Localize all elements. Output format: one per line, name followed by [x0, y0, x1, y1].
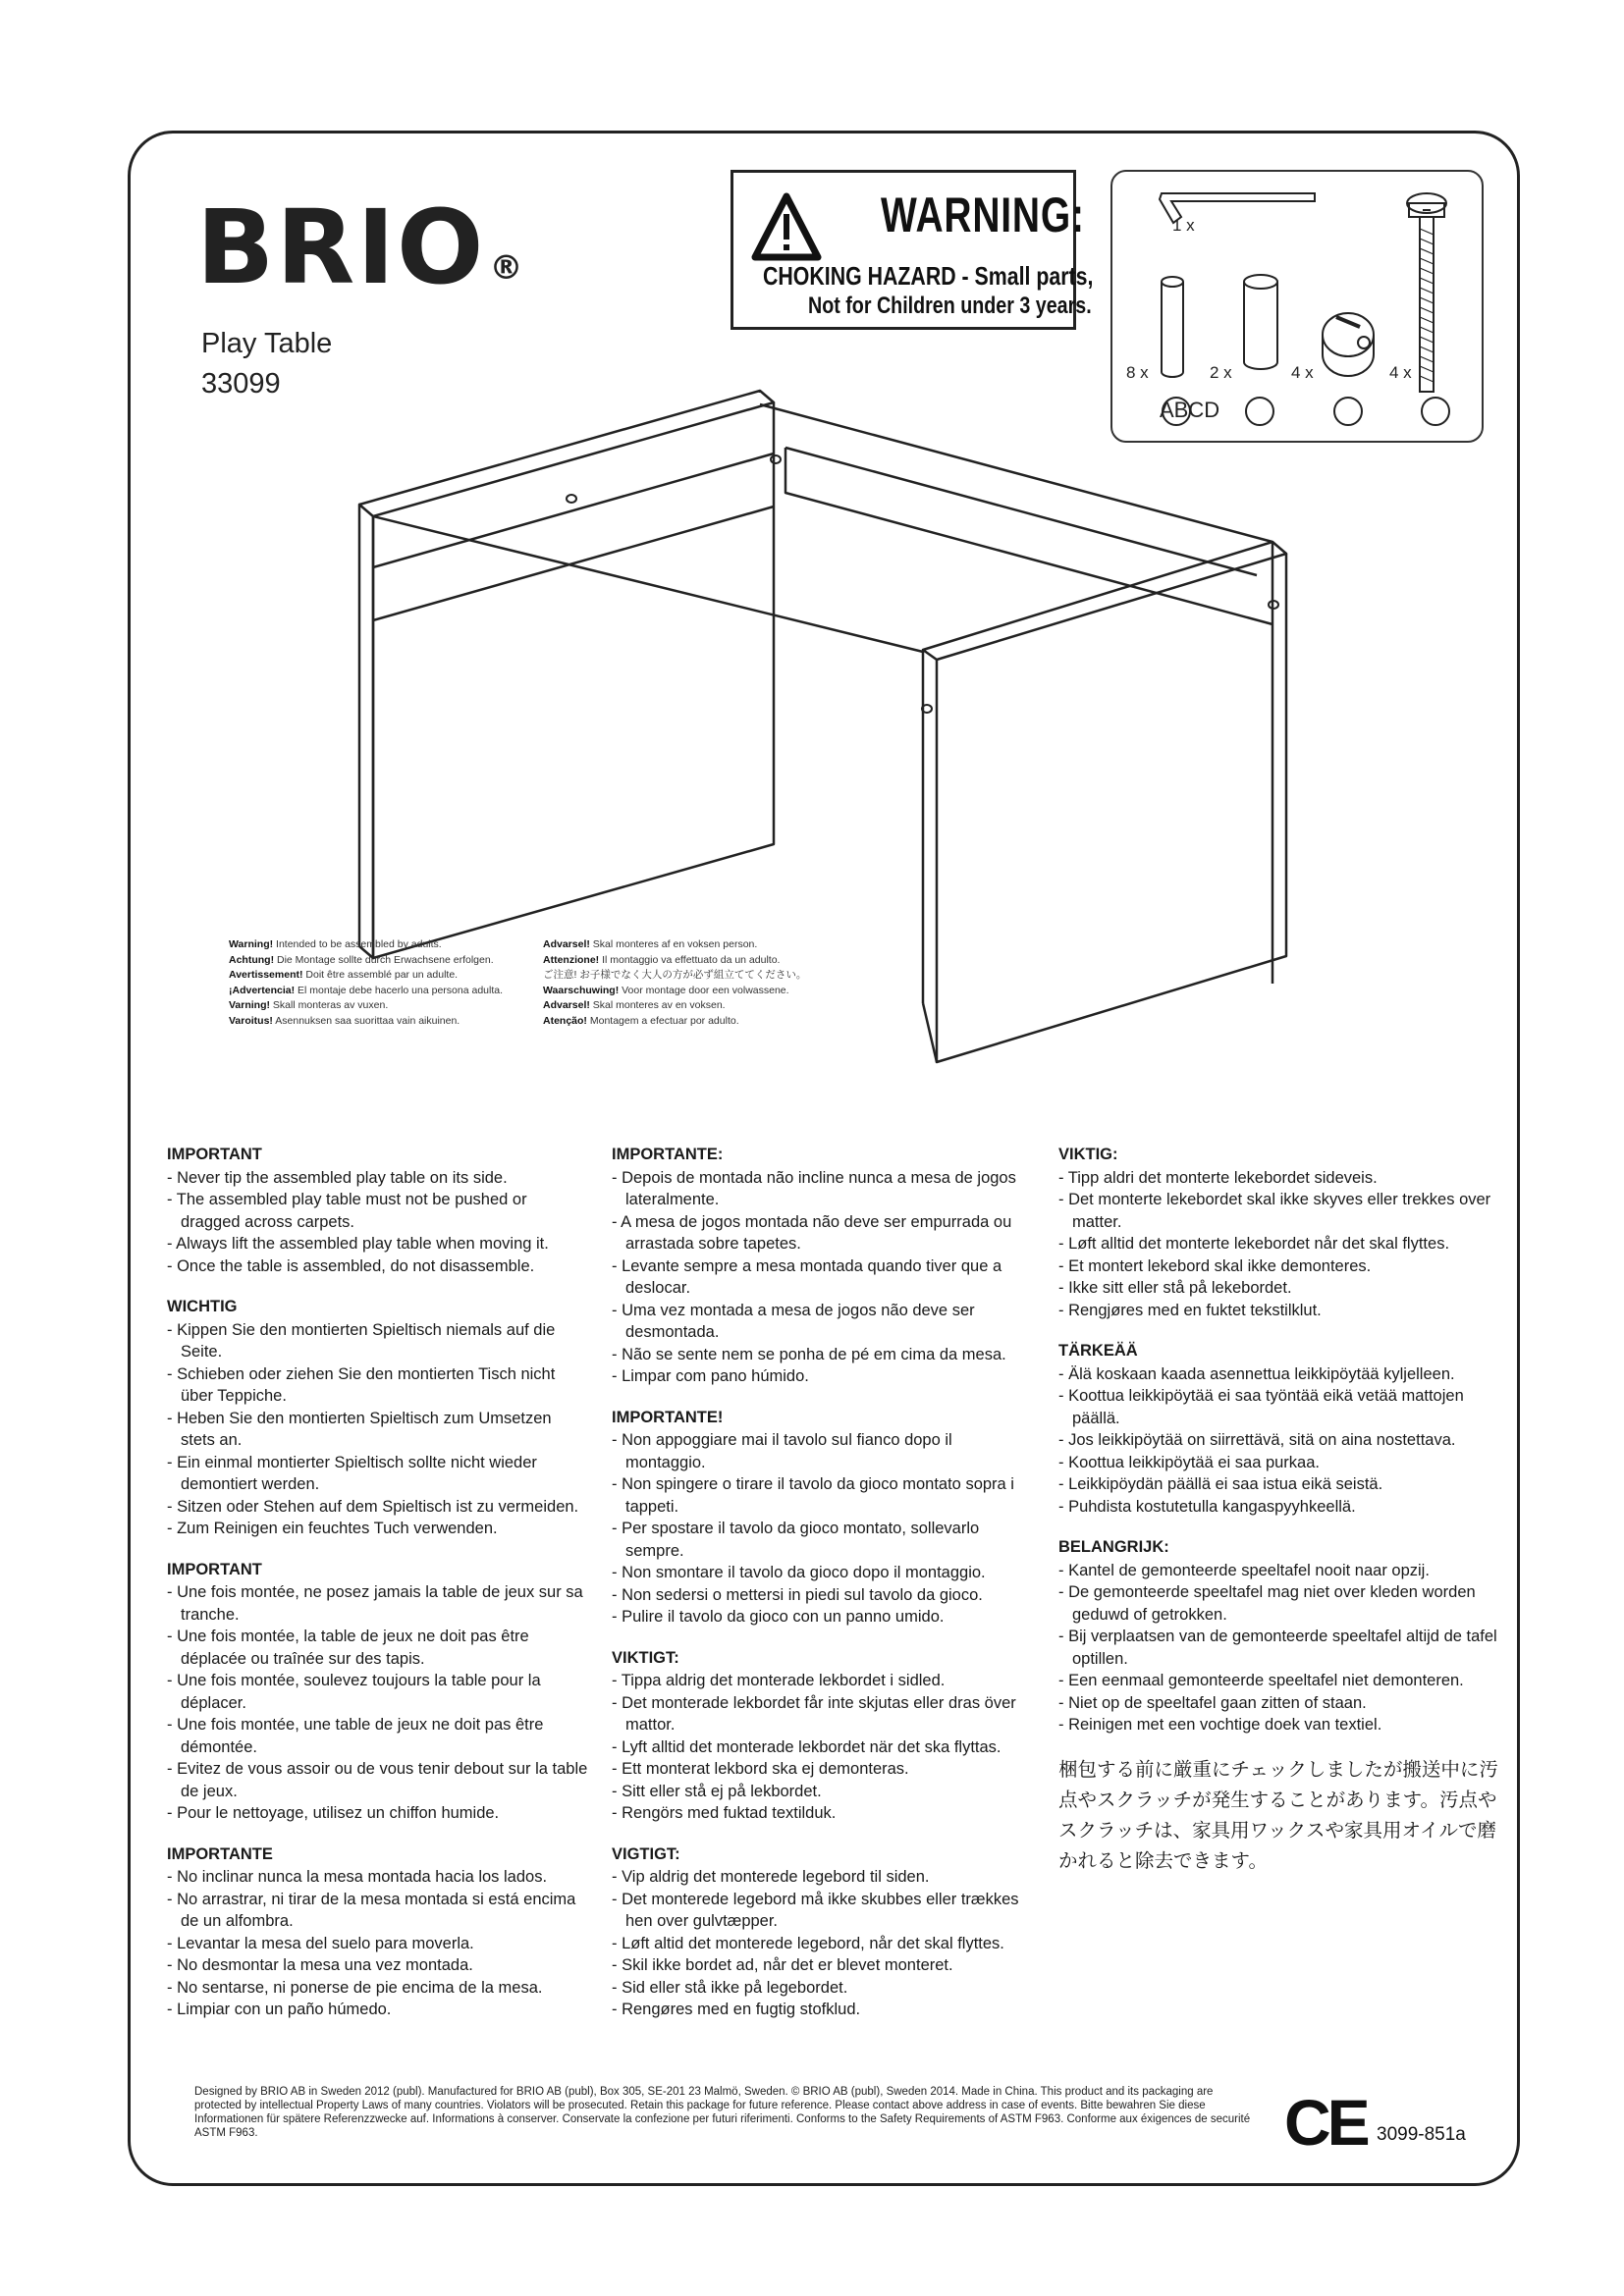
instruction-item: - Ein einmal montierter Spieltisch sollte nicht wieder demontiert werden. [167, 1453, 537, 1493]
instruction-item: - Rengøres med en fugtig stofklud. [612, 2001, 861, 2018]
adult-warning-fi: Varoitus! Asennuksen saa suorittaa vain aikuinen. [229, 1014, 460, 1027]
adult-warning-no: Advarsel! Skal monteres av en voksen. [543, 999, 726, 1011]
instruction-item: - Limpiar con un paño húmedo. [167, 2001, 392, 2018]
choking-warning-box [731, 170, 1094, 330]
warning-section [612, 1843, 1034, 2021]
bolt-quantity: 4 x [1389, 363, 1412, 382]
assembly-warnings-right [543, 937, 806, 1029]
instructions-column-2 [612, 1144, 1034, 2040]
adult-warning-ja: ご注意! お子様でなく大人の方が必ず組立ててください。 [543, 969, 807, 981]
instruction-item: - Løft alltid det monterte lekebordet når det skal flyttes. [1058, 1235, 1450, 1253]
instruction-item: - Zum Reinigen ein feuchtes Tuch verwenden. [167, 1520, 498, 1537]
instruction-item: - Vip aldrig det monterede legebord til siden. [612, 1868, 930, 1886]
brand-name: BRIO [196, 187, 486, 307]
adult-warning-fr: Avertissement! Doit être assemblé par un adulte. [229, 969, 459, 981]
instruction-item: - Uma vez montada a mesa de jogos não deve ser desmontada. [612, 1301, 975, 1341]
instruction-item: - Sitt eller stå ej på lekbordet. [612, 1782, 822, 1800]
product-name: Play Table [201, 328, 333, 359]
instruction-item: - Älä koskaan kaada asennettua leikkipöytää kyljelleen. [1058, 1364, 1455, 1383]
instructions-column-1 [167, 1144, 589, 2040]
section-heading: BELANGRIJK: [1058, 1538, 1169, 1556]
instruction-item: - Une fois montée, une table de jeux ne doit pas être démontée. [167, 1716, 544, 1756]
instruction-item: - Per spostare il tavolo da gioco montato, sollevarlo sempre. [612, 1520, 980, 1560]
instruction-item: - Levante sempre a mesa montada quando tiver que a deslocar. [612, 1256, 1002, 1297]
instruction-item: - The assembled play table must not be pushed or dragged across carpets. [167, 1191, 527, 1231]
instruction-item: - Kantel de gemonteerde speeltafel nooit naar opzij. [1058, 1561, 1430, 1579]
instruction-item: - Non appoggiare mai il tavolo sul fianco dopo il montaggio. [612, 1431, 952, 1471]
bolt-icon [1407, 193, 1446, 392]
adult-warning-en: Warning! Intended to be assembled by adults. [229, 938, 442, 950]
instruction-item: - Reinigen met een vochtige doek van textiel. [1058, 1716, 1382, 1734]
instruction-item: - Koottua leikkipöytää ei saa työntää eikä vetää mattojen päällä. [1058, 1387, 1464, 1427]
adult-warning-sv: Varning! Skall monteras av vuxen. [229, 999, 389, 1011]
ce-mark: CE [1284, 2086, 1367, 2159]
instruction-item: - Limpar com pano húmido. [612, 1367, 809, 1385]
warning-triangle-icon [751, 192, 861, 263]
instruction-item: - Puhdista kostutetulla kangaspyyhkeellä. [1058, 1497, 1356, 1516]
section-heading: IMPORTANTE! [612, 1408, 724, 1426]
instruction-item: - Løft altid det monterede legebord, når det skal flyttes. [612, 1934, 1004, 1952]
cam-nut-icon [1323, 313, 1374, 376]
instruction-item: - Rengjøres med en fuktet tekstilklut. [1058, 1301, 1322, 1319]
instruction-item: - Pulire il tavolo da gioco con un panno umido. [612, 1608, 945, 1626]
instruction-item: - Always lift the assembled play table when moving it. [167, 1235, 549, 1253]
instruction-item: - Et montert lekebord skal ikke demonteres. [1058, 1256, 1372, 1275]
play-table-illustration [353, 385, 1355, 1092]
instruction-item: - Une fois montée, la table de jeux ne doit pas être déplacée ou traînée sur des tapis. [167, 1628, 529, 1668]
instruction-item: - Tippa aldrig det monterade lekbordet i sidled. [612, 1672, 946, 1689]
nut-quantity: 4 x [1291, 363, 1314, 382]
instruction-item: - Once the table is assembled, do not disassemble. [167, 1256, 535, 1275]
warning-section [1058, 1340, 1510, 1518]
instruction-item: - Een eenmaal gemonteerde speeltafel niet demonteren. [1058, 1672, 1464, 1689]
adult-warning-it: Attenzione! Il montaggio va effettuato da un adulto. [543, 953, 781, 966]
instruction-item: - De gemonteerde speeltafel mag niet over kleden worden geduwd of getrokken. [1058, 1583, 1476, 1624]
japanese-care-note: 梱包する前に厳重にチェックしましたが搬送中に汚点やスクラッチが発生することがあります。汚点やスクラッチは、家具用ワックスや家具用オイルで磨かれると除去できます。 [1058, 1758, 1498, 1872]
instruction-item: - Ett monterat lekbord ska ej demonteras. [612, 1760, 909, 1778]
dowel-icon [1162, 277, 1183, 377]
section-heading: VIKTIGT: [612, 1648, 679, 1667]
instruction-item: - Ikke sitt eller stå på lekebordet. [1058, 1279, 1292, 1297]
instructions-column-3 [1058, 1144, 1510, 1877]
adult-warning-de: Achtung! Die Montage sollte durch Erwachsene erfolgen. [229, 953, 494, 966]
instruction-item: - Tipp aldri det monterte lekebordet sideveis. [1058, 1168, 1378, 1187]
warning-section [612, 1144, 1034, 1388]
instruction-item: - Kippen Sie den montierten Spieltisch niemals auf die Seite. [167, 1320, 556, 1361]
instruction-item: - Une fois montée, ne posez jamais la table de jeux sur sa tranche. [167, 1583, 583, 1624]
instruction-item: - A mesa de jogos montada não deve ser empurrada ou arrastada sobre tapetes. [612, 1212, 1012, 1253]
warning-section [167, 1296, 589, 1540]
instruction-item: - Det monterte lekebordet skal ikke skyves eller trekkes over matter. [1058, 1191, 1491, 1231]
instruction-item: - Levantar la mesa del suelo para moverla. [167, 1934, 474, 1952]
product-info [201, 324, 332, 404]
footer-legal-text: Designed by BRIO AB in Sweden 2012 (publ). Manufactured for BRIO AB (publ), Box 305, SE-201 23 Malmö, Sweden. © BRIO AB (publ), Sweden 2014. Made in China. This product and its packaging are protected by intellectual Property Laws of many countries. Violators will be prosecuted. Retain this package for future reference. Please contact above address in case of events. Bitte bewahren Sie diese Informationen für spätere Referenzzwecke auf. Informations à conserver. Conservate la confezione per futuri riferimenti. Conforms to the Safety Requirements of ASTM F963. Conforme aux éxigences de securité ASTM F963. [194, 2086, 1251, 2139]
wrench-quantity: 1 x [1172, 216, 1195, 235]
adult-warning-pt: Atenção! Montagem a efectuar por adulto. [543, 1014, 739, 1027]
section-heading: WICHTIG [167, 1298, 238, 1315]
instruction-item: - No inclinar nunca la mesa montada hacia los lados. [167, 1868, 548, 1886]
dowel-quantity: 8 x [1126, 363, 1149, 382]
section-heading: IMPORTANTE [167, 1844, 273, 1863]
instruction-item: - No arrastrar, ni tirar de la mesa montada si está encima de un alfombra. [167, 1890, 576, 1930]
instruction-item: - Une fois montée, soulevez toujours la table pour la déplacer. [167, 1672, 541, 1712]
warning-section [167, 1144, 589, 1277]
warning-section [1058, 1536, 1510, 1736]
assembly-warnings-left [229, 937, 503, 1029]
instruction-item: - Det monterade lekbordet får inte skjutas eller dras över mattor. [612, 1693, 1016, 1734]
warning-section [167, 1559, 589, 1825]
warning-section [167, 1843, 589, 2021]
instruction-item: - Niet op de speeltafel gaan zitten of staan. [1058, 1693, 1367, 1712]
instruction-item: - Koottua leikkipöytää ei saa purkaa. [1058, 1453, 1320, 1471]
warning-line-2: Not for Children under 3 years. [808, 293, 1092, 319]
registered-mark: ® [489, 248, 525, 288]
instruction-item: - Lyft alltid det monterade lekbordet när det ska flyttas. [612, 1737, 1001, 1756]
instruction-item: - Heben Sie den montierten Spieltisch zum Umsetzen stets an. [167, 1409, 552, 1449]
instruction-item: - Evitez de vous assoir ou de vous tenir debout sur la table de jeux. [167, 1760, 588, 1800]
instruction-item: - Pour le nettoyage, utilisez un chiffon humide. [167, 1804, 500, 1822]
instruction-item: - Skil ikke bordet ad, når det er blevet monteret. [612, 1956, 953, 1974]
plug-quantity: 2 x [1210, 363, 1232, 382]
instruction-item: - Non sedersi o mettersi in piedi sul tavolo da gioco. [612, 1585, 983, 1604]
instruction-item: - Non spingere o tirare il tavolo da gioco montato sopra i tappeti. [612, 1475, 1014, 1516]
part-labels: ABCD [1160, 398, 1220, 422]
instruction-item: - Rengörs med fuktad textilduk. [612, 1804, 837, 1822]
instruction-item: - Depois de montada não incline nunca a mesa de jogos lateralmente. [612, 1168, 1016, 1208]
instruction-item: - Det monterede legebord må ikke skubbes eller trækkes hen over gulvtæpper. [612, 1890, 1019, 1930]
product-number: 33099 [201, 368, 281, 400]
instruction-item: - Never tip the assembled play table on its side. [167, 1168, 508, 1187]
warning-title: WARNING: [881, 187, 1085, 242]
section-heading: IMPORTANT [167, 1146, 262, 1163]
section-heading: VIKTIG: [1058, 1146, 1118, 1163]
instruction-item: - Schieben oder ziehen Sie den montierten Tisch nicht über Teppiche. [167, 1364, 556, 1405]
adult-warning-da: Advarsel! Skal monteres af en voksen person. [543, 938, 758, 950]
adult-warning-nl: Waarschuwing! Voor montage door een volwassene. [543, 984, 789, 996]
instruction-item: - Não se sente nem se ponha de pé em cima da mesa. [612, 1345, 1006, 1363]
part-circle-d [1421, 397, 1450, 426]
instruction-item: - Bij verplaatsen van de gemonteerde speeltafel altijd de tafel optillen. [1058, 1628, 1497, 1668]
instruction-item: - Sid eller stå ikke på legebordet. [612, 1978, 848, 1997]
plug-icon [1244, 275, 1277, 369]
instruction-item: - No desmontar la mesa una vez montada. [167, 1956, 473, 1974]
instruction-item: - Non smontare il tavolo da gioco dopo il montaggio. [612, 1564, 986, 1581]
document-code: 3099-851a [1377, 2124, 1466, 2145]
adult-warning-es: ¡Advertencia! El montaje debe hacerlo una persona adulta. [229, 984, 504, 996]
section-heading: IMPORTANT [167, 1560, 262, 1578]
section-heading: IMPORTANTE: [612, 1146, 724, 1163]
warning-section [612, 1647, 1034, 1825]
section-heading: VIGTIGT: [612, 1844, 680, 1863]
warning-line-1: CHOKING HAZARD - Small parts, [763, 261, 1094, 291]
warning-section [1058, 1144, 1510, 1321]
brio-logo [196, 187, 525, 307]
instruction-item: - Jos leikkipöytää on siirrettävä, sitä on aina nostettava. [1058, 1431, 1456, 1449]
section-heading: TÄRKEÄÄ [1058, 1342, 1138, 1360]
instruction-item: - No sentarse, ni ponerse de pie encima de la mesa. [167, 1978, 543, 1997]
warning-section [612, 1407, 1034, 1629]
instruction-item: - Sitzen oder Stehen auf dem Spieltisch ist zu vermeiden. [167, 1497, 579, 1516]
instruction-item: - Leikkipöydän päällä ei saa istua eikä seistä. [1058, 1475, 1383, 1493]
